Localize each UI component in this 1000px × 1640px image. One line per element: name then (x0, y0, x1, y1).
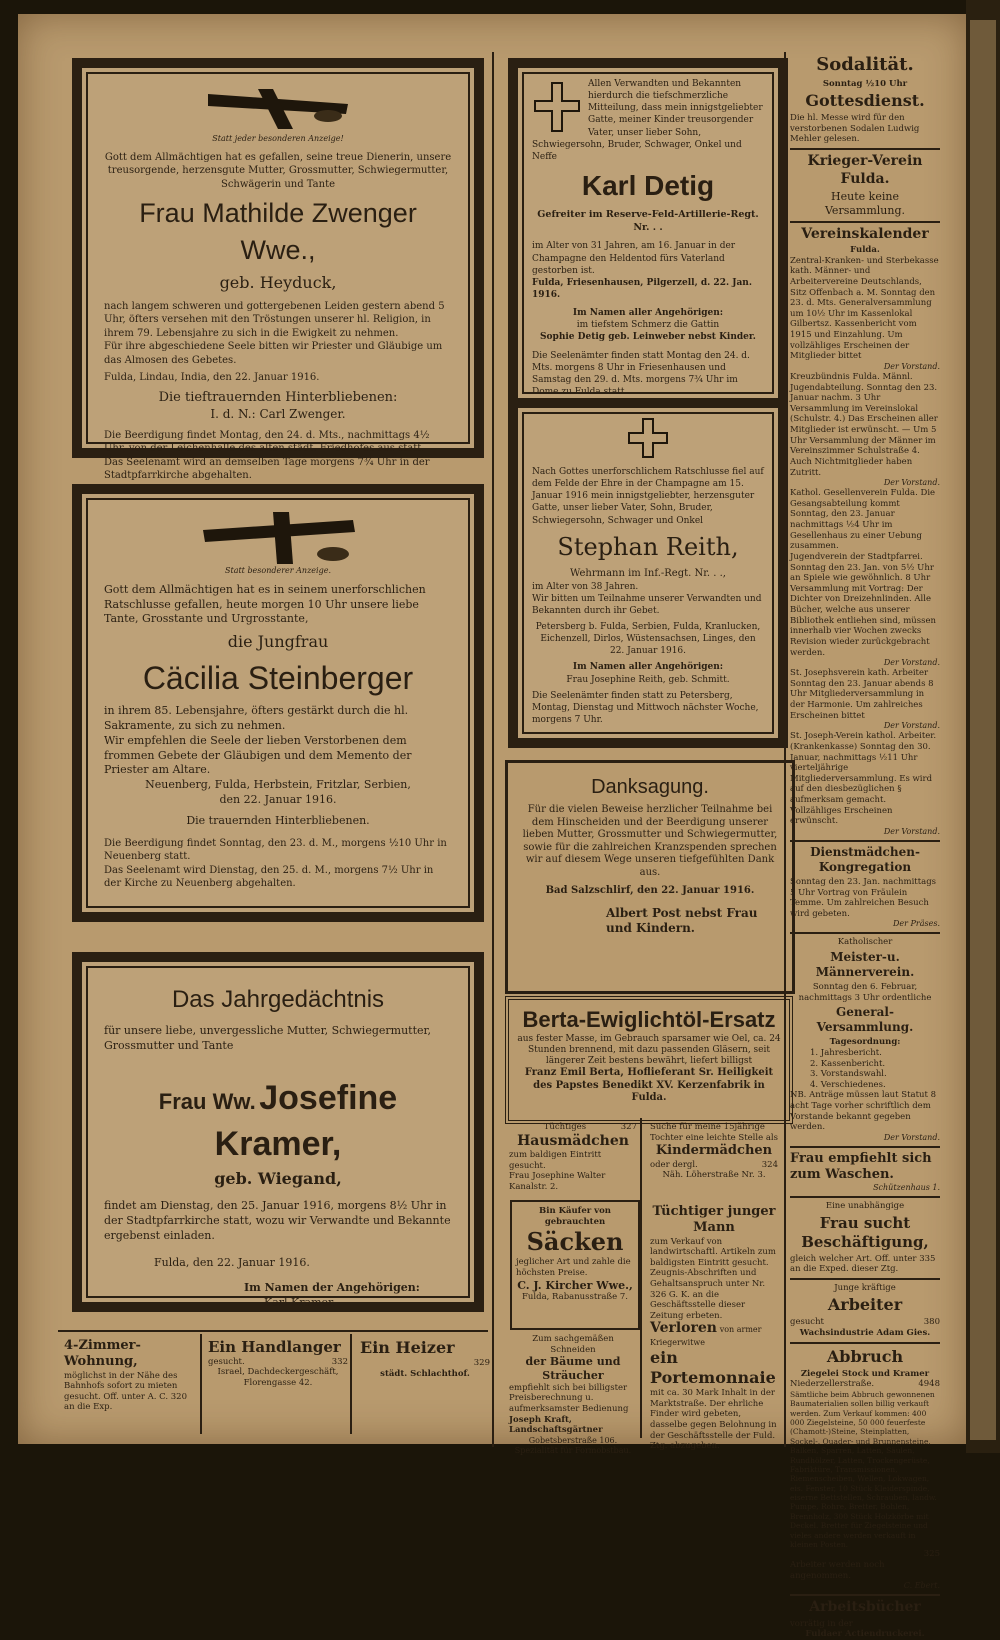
iron-cross-icon (532, 78, 582, 136)
ad-head: Bin Käufer von gebrauchten (539, 1206, 611, 1227)
arbeiter-firm: Wachsindustrie Adam Gies. (799, 1328, 931, 1338)
signer: Frau Josephine Reith, geb. Schmitt. (566, 674, 730, 685)
mass-info: Das Seelenamt wird an demselben Tage morgens 7¾ Uhr in der Stadtpfarrkirche abgehalten. (104, 456, 430, 481)
meister-title: Meister-u. Männerverein. (815, 950, 915, 979)
ad-handlanger (204, 1334, 352, 1442)
memorial-title: Das Jahrgedächtnis (171, 986, 385, 1013)
ad-number: 332 (331, 1356, 348, 1367)
memorial-kramer (72, 952, 484, 1312)
berta-body: aus fester Masse, im Gebrauch sparsamer wie Oel, ca. 24 Stunden brennend, mit dazu passenden Gläsern, seit längerer Zeit bestens bewährt, liefert billigst (517, 1033, 781, 1066)
ad-title: Tüchtiger junger Mann (652, 1204, 776, 1236)
places: Neuenberg, Fulda, Herbstein, Fritzlar, Serbien, (145, 778, 411, 792)
mass-info: Die Seelenämter finden statt zu Petersberg, Montag, Dienstag und Mittwoch nächster Woche, morgens 7 Uhr. (532, 690, 759, 725)
ad-addr: Fulda, Rabanusstraße 7. (522, 1292, 628, 1303)
abbruch-firm: Ziegelei Stock und Kramer (800, 1368, 930, 1379)
ad-title: 4-Zimmer-Wohnung, (64, 1338, 141, 1370)
ad-portemonnaie (646, 1316, 782, 1452)
ab-body: vorrätig in der (790, 1618, 853, 1629)
memorial-intro: für unsere liebe, unvergessliche Mutter, Schwiegermutter, Grossmutter und Tante (104, 1024, 432, 1053)
date: den 22. Januar 1916. (219, 793, 337, 807)
column-rule-1 (492, 52, 494, 1447)
vereinskalender-title: Vereinskalender (801, 225, 929, 242)
vorstand-sign: Der Vorstand. (883, 826, 940, 836)
arbeiter-title: Arbeiter (827, 1295, 903, 1315)
place-date: Fulda, Friesenhausen, Pilgerzell, d. 22. Jan. 1916. (532, 277, 752, 300)
frau-waschen-addr: Schützenhaus 1. (873, 1183, 940, 1193)
signer: Sophie Detig geb. Leinweber nebst Kinder. (540, 332, 756, 343)
krieger-title: Krieger-Verein Fulda. (807, 153, 923, 187)
berta-firm: Franz Emil Berta, Hoflieferant Sr. Heiligkeit des Papstes Benedikt XV. Kerzenfabrik in Fulda. (524, 1067, 774, 1104)
notice-prefix: Statt jeder besonderen Anzeige! (212, 134, 344, 143)
birth-name: geb. Wiegand, (214, 1168, 342, 1188)
birth-name: geb. Heyduck, (219, 273, 337, 293)
ad-body: oder dergl. (650, 1159, 698, 1170)
ad-saecke (510, 1200, 640, 1330)
obituary-steinberger (72, 484, 484, 922)
funeral-info: Die Beerdigung findet Sonntag, den 23. d. M., morgens ½10 Uhr in Neuenberg statt. (104, 837, 447, 863)
signoff: Im Namen der Angehörigen: (244, 1280, 420, 1294)
gesellen-notice: Kathol. Gesellenverein Fulda. Die Gesangsabteilung kommt Sonntag, den 23. Januar nachmittags ½4 Uhr im Gesellenhaus zu einer Uebung zusammen. (790, 488, 936, 552)
notice-body: in ihrem 85. Lebensjahre, öfters gestärkt durch die hl. Sakramente, zu sich zu nehmen. (104, 704, 409, 732)
abbruch-foot: Arbeiter werden noch angenommen. (790, 1559, 885, 1581)
thanks-notice (505, 760, 795, 994)
ad-number: 329 (473, 1358, 490, 1368)
deceased-name: Cäcilia Steinberger (142, 659, 414, 696)
ad-contact: Näh. Löherstraße Nr. 3. (662, 1170, 766, 1181)
pre-name: die Jungfrau (227, 632, 329, 652)
next-page-edge (966, 0, 1000, 1453)
praeses-sign: Der Präses. (893, 919, 940, 929)
signoff: Im Namen aller Angehörigen: (572, 308, 724, 319)
unabh-label: Eine unabhängige (825, 1201, 905, 1212)
place-date: Fulda, Lindau, India, den 22. Januar 1916. (104, 372, 320, 384)
ad-heizer (356, 1334, 494, 1442)
place-date: Fulda, den 22. Januar 1916. (154, 1255, 310, 1269)
notice-prayer: Wir empfehlen die Seele der lieben Verstorbenen dem frommen Gebete der Gläubigen und dem Memento der Priester am Altare. (104, 733, 412, 777)
notice-intro: Gott dem Allmächtigen hat es gefallen, seine treue Dienerin, unsere treusorgende, herzensgute Mutter, Grossmutter, Schwiegermutter, Schwägerin und Tante (104, 151, 452, 190)
deceased-name: Frau Mathilde Zwenger Wwe., (139, 198, 417, 265)
ad-wohnung (60, 1334, 202, 1442)
obituary-reith (508, 398, 788, 748)
sodalitaet-time: Sonntag ½10 Uhr (822, 78, 908, 89)
kath-label: Katholischer (837, 937, 893, 948)
ad-hausmaedchen (505, 1118, 641, 1204)
age: im Alter von 38 Jahren. (532, 581, 639, 592)
ebert-sign: C. Ebert. (903, 1581, 940, 1591)
ad-firm: Joseph Kraft, Landschaftsgärtner (509, 1414, 603, 1436)
kreuzbuendnis-notice: Kreuzbündnis Fulda. Männl. Jugendabteilung. Sonntag den 23. Januar nachm. 3 Uhr Versammlung im Vereinslokal (Schulstr. 4.) Das Erscheinen aller Mitglieder ist erwünscht. — Um 5 Uhr Versammlung der Männer im Vereinszimmer Schulstraße 4. Auch Nichtmitglieder haben Zutritt. (790, 371, 938, 478)
obituary-detig (508, 58, 788, 408)
cross-wreath-icon (193, 510, 363, 566)
ad-rule (58, 1330, 488, 1332)
nb-note: NB. Anträge müssen laut Statut 8 acht Tage vorher schriftlich dem Vorstande bekannt gegeben werden. (790, 1090, 936, 1133)
abbruch-body: Sämtliche beim Abbruch gewonnenen Baumaterialien sollen billig verkauft werden. Zum Verkauf kommen: 400 000 Ziegelsteine, 50 000 feuerfeste (Chamott-)Steine, Steinplatten, Sockel-, Quader- und Brunnensteine, Balken, Sparren, Latten, Säulen, Rundhölzer, Latten, Trockengerüste, Fabriktüre, Transmissionen, Riemenscheiben, Wellen, Lokwagen, eis. Fenster, 10 Stück Kleiderspinde, eiserne Bettstellen, Schrauben, landw. Pumpe, Rohre, Bretter, Bohlen, Brennholz, 300 Stück Holzkörbe mit Deckel. Bretter für Ziegelsteine und vieles andere werden verkauft in kleinen Posten. (790, 1389, 937, 1549)
place-date: Bad Salzschlirf, den 22. Januar 1916. (545, 885, 755, 896)
sodalitaet-title: Sodalität. (816, 54, 914, 75)
tagesordnung: Tagesordnung: (829, 1037, 901, 1048)
mourners-title: Die tieftrauernden Hinterbliebenen: (158, 389, 398, 405)
joseph-notice-1: St. Josephsverein kath. Arbeiter Sonntag den 23. Januar abends 8 Uhr Mitgliederversammlung in der Harmonie. Um zahlreiches Erscheinen bittet (790, 668, 934, 721)
thanks-body: Für die vielen Beweise herzlicher Teilnahme bei dem Hinscheiden und der Beerdigung unserer lieben Mutter, Grossmutter und Schwiegermutter, sowie für die zahlreichen Kranzspenden sprechen wir auf diesem Wege unseren tiefgefühlten Dank aus. (522, 804, 778, 878)
agenda-item: 1. Jahresbericht. (810, 1047, 882, 1058)
name-prefix: Frau Ww. (158, 1089, 256, 1115)
mourners: Die trauernden Hinterbliebenen. (186, 814, 370, 828)
agenda-item: 2. Kassenbericht. (810, 1058, 886, 1069)
vorstand-sign: Der Vorstand. (883, 1132, 940, 1142)
berta-title: Berta-Ewiglichtöl-Ersatz (522, 1007, 776, 1032)
ad-rule (200, 1334, 202, 1434)
ad-title: der Bäume und Sträucher (525, 1355, 621, 1382)
abbruch-title: Abbruch (826, 1346, 904, 1366)
notice-prayer: Wir bitten um Teilnahme unserer Verwandten und Bekannten durch ihr Gebet. (532, 593, 762, 616)
ad-kindermaedchen (646, 1118, 782, 1204)
cross-wreath-icon (198, 84, 358, 134)
deceased-name: Josefine Kramer, (214, 1079, 398, 1163)
abbruch-addr: Niederzellerstraße. (790, 1379, 875, 1390)
ad-title: Ein Handlanger (208, 1338, 341, 1356)
ad-number: 327 (620, 1122, 637, 1132)
ad-head: Verloren (650, 1320, 717, 1336)
joseph-notice-2: St. Joseph-Verein kathol. Arbeiter. (Krankenkasse) Sonntag den 30. Januar, nachmittags ½11 Uhr vierteljährige Mitgliederversammlung. Es wird auf den diesbezüglichen § aufmerksam gemacht. Vollzähliges Erscheinen erwünscht. (790, 731, 937, 827)
ad-body: zum baldigen Eintritt gesucht. (509, 1150, 602, 1171)
rank: Wehrmann im Inf.-Regt. Nr. . ., (570, 568, 726, 580)
frau-sucht-title: Frau sucht Beschäftigung, (801, 1214, 929, 1251)
vorstand-sign: Der Vorstand. (883, 361, 940, 371)
ad-addr: Gobetsberstraße 106. Spezialität für Formobstbau. (514, 1435, 632, 1455)
ad-title: Kindermädchen (655, 1143, 773, 1159)
arbeiter-body: gesucht (790, 1317, 824, 1328)
ad-title: Ein Heizer (360, 1338, 455, 1357)
ad-head: Suche für meine 15jährige Tochter eine leichte Stelle als (650, 1122, 778, 1143)
jugend-notice: Jugendverein der Stadtpfarrei. Sonntag den 23. Jan. von 5½ Uhr an Spiele wie gewöhnlich. 8 Uhr Versammlung mit Vortrag: Der Dichter von Dreizehnlinden. Alle Bücher, welche aus unserer Bibliothek entliehen sind, müssen innerhalb vier Wochen zwecks Revision wieder zurückgebracht werden. (790, 551, 936, 658)
jung-label: Junge kräftige (834, 1282, 896, 1293)
rank: Gefreiter im Reserve-Feld-Artillerie-Regt. Nr. . . (537, 208, 759, 233)
notice-intro: Nach Gottes unerforschlichem Ratschlusse fiel auf dem Felde der Ehre in der Champagne am 15. Januar 1916 mein innigstgeliebter, herzensguter Gatte, unser lieber Vater, Sohn, Bruder, Schwiegersohn, Schwager und Onkel (532, 467, 764, 526)
places: Petersberg b. Fulda, Serbien, Fulda, Kranlucken, Eichenzell, Dirlos, Wüstensachsen, Linges, den 22. Januar 1916. (535, 622, 761, 657)
mass-info: Das Seelenamt wird Dienstag, den 25. d. M., morgens 7½ Uhr in der Kirche zu Neuenberg abgehalten. (104, 864, 434, 890)
city-heading: Fulda. (850, 245, 880, 255)
memorial-body: findet am Dienstag, den 25. Januar 1916, morgens 8½ Uhr in der Stadtpfarrkirche statt, wozu wir Verwandte und Bekannte ergebenst einladen. (104, 1199, 451, 1243)
ad-head: Zum sachgemäßen Schneiden (532, 1334, 614, 1355)
ad-firm: Israel, Dachdeckergeschäft, Florengasse 42. (217, 1367, 339, 1388)
funeral-info: Die Beerdigung findet Montag, den 24. d. Mts., nachmittags 4½ Uhr, von der Leichenhalle des alten städt. Friedhofes aus statt. (104, 429, 430, 454)
deceased-name: Karl Detig (581, 169, 715, 201)
arbeiter-number: 380 (923, 1317, 940, 1328)
vorstand-sign: Der Vorstand. (883, 721, 940, 731)
ad-number: 324 (761, 1159, 778, 1170)
ad-title: Hausmädchen (517, 1132, 629, 1149)
arbeitsbuecher-title: Arbeitsbücher (809, 1599, 921, 1616)
signer: Karl Kramer. (264, 1295, 336, 1309)
frau-sucht-body: gleich welcher Art. Off. unter 335 an die Exped. dieser Ztg. (790, 1253, 936, 1275)
ad-body: mit ca. 30 Mark Inhalt in der Marktstraße. Der ehrliche Finder wird gebeten, dasselbe gegen Belohnung in der Geschäftsstelle der Fuld. Ztg. abzugeben. (650, 1388, 777, 1452)
ad-head: Tüchtiges (543, 1122, 587, 1132)
notice-body: im Alter von 31 Jahren, am 16. Januar in der Champagne den Heldentod fürs Vaterland gestorben ist. (532, 241, 736, 276)
meister-date: Sonntag den 6. Februar, nachmittags 3 Uhr ordentliche (798, 982, 932, 1003)
ad-title: ein Portemonnaie (650, 1348, 776, 1388)
dienst-title: Dienstmädchen-Kongregation (810, 844, 920, 874)
krieger-body: Heute keine Versammlung. (825, 190, 905, 217)
agenda-item: 3. Vorstandswahl. (810, 1069, 887, 1080)
notice-intro: Gott dem Allmächtigen hat es in seinem unerforschlichen Ratschlusse gefallen, heute morgen 10 Uhr unsere liebe Tante, Grosstante und Urgrosstante, (104, 582, 426, 626)
signoff: Im Namen aller Angehörigen: (572, 662, 724, 673)
ad-junger-mann (646, 1200, 782, 1321)
iron-cross-icon (626, 416, 670, 460)
ad-title: Säcken (526, 1227, 624, 1257)
ad-body: gesucht. (208, 1356, 245, 1367)
agenda-item: 4. Verschiedenes. (810, 1079, 886, 1090)
frau-waschen: Frau empfiehlt sich zum Waschen. (790, 1150, 932, 1183)
ad-contact: Frau Josephine Walter Kanalstr. 2. (509, 1171, 606, 1192)
signoff-2: im tiefstem Schmerz die Gattin (576, 320, 720, 331)
notice-body: nach langem schweren und gottergebenen Leiden gestern abend 5 Uhr, öfters versehen mit den Tröstungen unserer hl. Religion, in ihrem 79. Lebensjahre zu sich in die Ewigkeit zu nehmen. (104, 300, 445, 339)
zentral-notice: Zentral-Kranken- und Sterbekasse kath. Männer- und Arbeitervereine Deutschlands, Sitz Offenbach a. M. Sonntag den 23. d. Mts. Generalversammlung um 10½ Uhr im Kassenlokal Gilbertsz. Kassenbericht vom 1915 und Einzahlung. Um vollzähliges Erscheinen der Mitglieder bittet (790, 255, 939, 362)
signer: Albert Post nebst Frau und Kindern. (606, 905, 758, 935)
ad-body: jeglicher Art und zahle die höchsten Preise. (516, 1257, 631, 1278)
notice-prayer: Für ihre abgeschiedene Seele bitten wir Priester und Gläubige um das Almosen des Gebetes. (104, 341, 443, 366)
dienst-body: Sonntag den 23. Jan. nachmittags 5 Uhr Vortrag von Fräulein Temme. Um zahlreichen Besuch wird gebeten. (790, 876, 936, 919)
ad-body: städt. Schlachthof. (380, 1368, 470, 1379)
ad-rule (350, 1334, 352, 1434)
abbruch-number: 4948 (918, 1379, 940, 1390)
ad-head-2: von armer Kriegerwitwe (650, 1325, 762, 1347)
ad-body: empfiehlt sich bei billigster Preisberechnung u. aufmerksamster Bedienung (509, 1382, 629, 1414)
club-column (790, 52, 940, 1640)
deceased-name: Stephan Reith, (557, 532, 739, 561)
notice-intro: Allen Verwandten und Bekannten hierdurch die tiefschmerzliche Mitteilung, dass mein innigstgeliebter Gatte, meiner Kinder treusorgender Vater, unser lieber Sohn, Schwiegersohn, Bruder, Schwager, Onkel und Neffe (532, 79, 763, 162)
berta-ad (505, 996, 793, 1124)
notice-prefix: Statt besonderer Anzeige. (225, 566, 331, 575)
mourners: I. d. N.: Carl Zwenger. (210, 407, 346, 422)
thanks-title: Danksagung. (591, 776, 709, 798)
obituary-zwenger (72, 58, 484, 481)
gv-title: General-Versammlung. (816, 1005, 914, 1035)
sodalitaet-body: Die hl. Messe wird für den verstorbenen Sodalen Ludwig Mehler gelesen. (790, 113, 920, 145)
abbruch-number-2: 325 (923, 1549, 940, 1560)
druckerei: Fuldaer Actiendruckerei. (805, 1629, 925, 1640)
vorstand-sign: Der Vorstand. (883, 658, 940, 668)
vorstand-sign: Der Vorstand. (883, 478, 940, 488)
ad-baeume (505, 1330, 641, 1455)
mass-info: Die Seelenämter finden statt Montag den 24. d. Mts. morgens 8 Uhr in Friesenhausen und Samstag den 29. d. Mts. morgens 7¾ Uhr im Dome zu Fulda statt. (532, 350, 750, 397)
ad-body: möglichst in der Nähe des Bahnhofs sofort zu mieten gesucht. Off. unter A. C. 320 an die Exp. (64, 1370, 188, 1413)
gottesdienst-title: Gottesdienst. (805, 91, 925, 111)
ad-body: zum Verkauf von landwirtschaftl. Artikeln zum baldigsten Eintritt gesucht. Zeugnis-Abschriften und Gehaltsanspruch unter Nr. 326 G. K. an die Geschäftsstelle dieser Zeitung erbeten. (650, 1236, 776, 1321)
ad-firm: C. J. Kircher Wwe., (517, 1278, 633, 1292)
